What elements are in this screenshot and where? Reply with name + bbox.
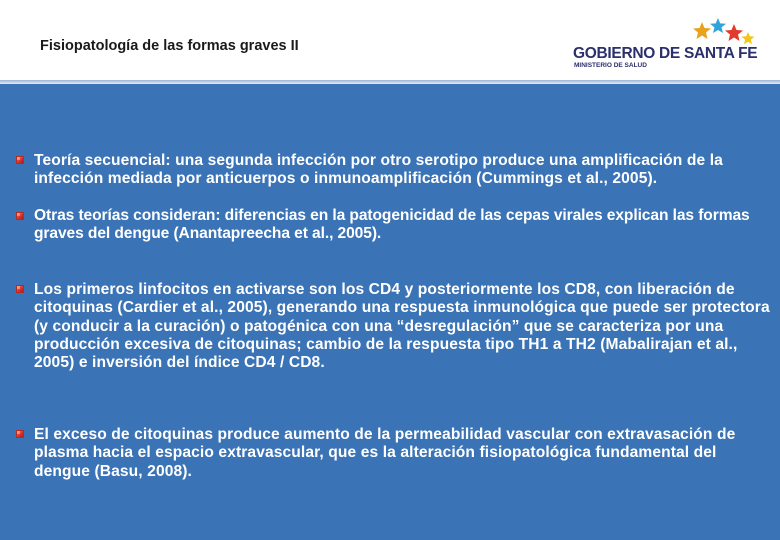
logo-star-orange <box>693 22 711 39</box>
logo-star-yellow <box>742 32 755 44</box>
logo-star-red <box>725 24 743 41</box>
paragraph-2: Otras teorías consideran: diferencias en la patogenicidad de las cepas virales explican las formas graves del dengue (Anantapreecha et al., 2005). <box>34 207 750 243</box>
slide-header <box>0 0 780 80</box>
gobierno-santa-fe-logo <box>570 14 770 74</box>
paragraph-1: Teoría secuencial: una segunda infección por otro serotipo produce una amplificación de la infección mediada por anticuerpos o inmunoamplificación (Cummings et al., 2005). <box>34 152 723 188</box>
bullet-icon <box>16 156 24 164</box>
bullet-icon <box>16 285 24 293</box>
bullet-icon <box>16 430 24 438</box>
paragraph-3: Los primeros linfocitos en activarse son los CD4 y posteriormente los CD8, con liberación de citoquinas (Cardier et al., 2005), generando una respuesta inmunológica que puede ser protectora (y conducir a la curación) o patogénica con una “desregulación” que se caracteriza por una producción excesiva de citoquinas; cambio de la respuesta tipo TH1 a TH2 (Mabalirajan et al., 2005) e inversión del índice CD4 / CD8. <box>34 281 770 372</box>
slide-title: Fisiopatología de las formas graves II <box>40 38 299 54</box>
logo-star-blue <box>710 18 726 33</box>
paragraph-4: El exceso de citoquinas produce aumento de la permeabilidad vascular con extravasación de plasma hacia el espacio extravascular, que es la alteración fisiopatológica fundamental del dengue (Basu, 2008). <box>34 426 736 480</box>
logo-name: GOBIERNO DE SANTA FE <box>573 45 758 62</box>
logo-subtitle: MINISTERIO DE SALUD <box>574 62 647 69</box>
bullet-icon <box>16 212 24 220</box>
